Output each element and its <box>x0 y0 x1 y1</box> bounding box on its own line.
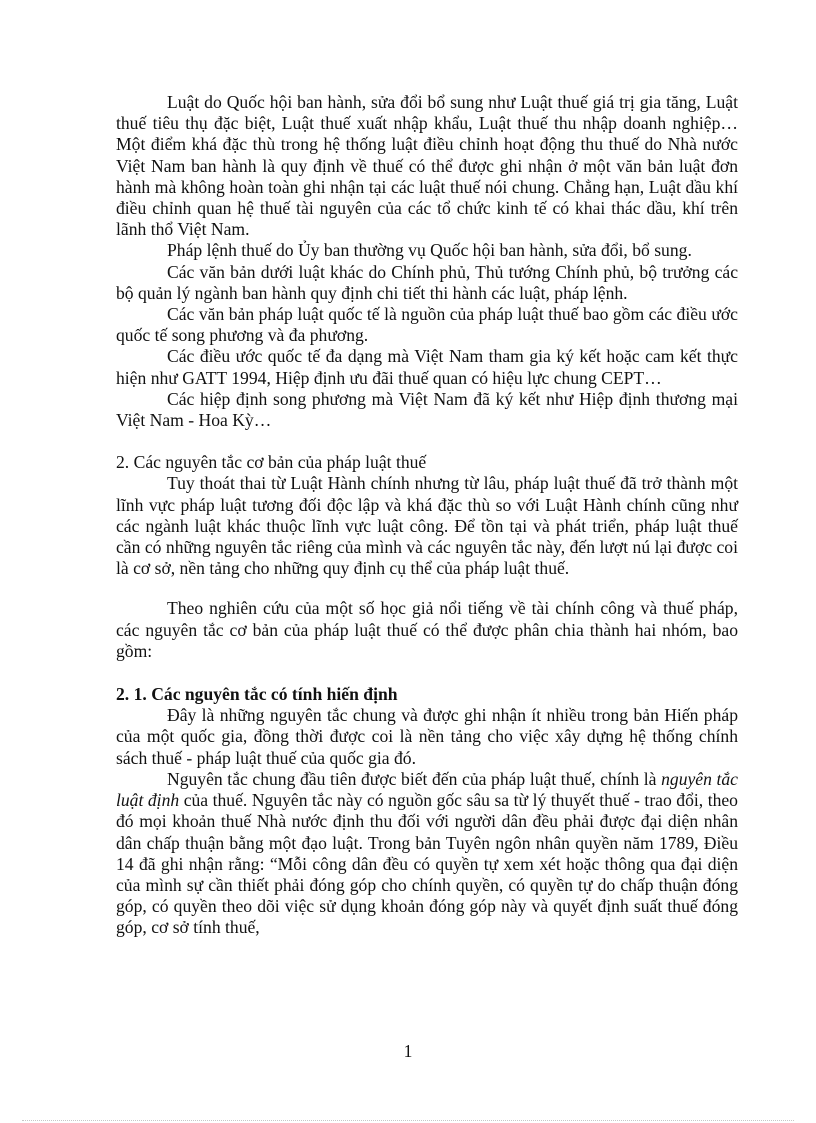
paragraph-constitutional-principles: Đây là những nguyên tắc chung và được ghi nhận ít nhiều trong bản Hiến pháp của một quốc gia, đồng thời được coi là nền tảng cho việc xây dựng hệ thống chính sách thuế - pháp luật thuế của quốc gia đó. <box>116 705 738 768</box>
subsection-heading-constitutional: 2. 1. Các nguyên tắc có tính hiến định <box>116 684 398 705</box>
page-bottom-border <box>22 1120 794 1121</box>
paragraph-bilateral-agreements: Các hiệp định song phương mà Việt Nam đã ký kết như Hiệp định thương mại Việt Nam - Hoa Kỳ… <box>116 388 738 431</box>
section-heading-principles: 2. Các nguyên tắc cơ bản của pháp luật thuế <box>116 452 427 473</box>
paragraph-sub-law-documents: Các văn bản dưới luật khác do Chính phủ, Thủ tướng Chính phủ, bộ trưởng các bộ quản lý ngành ban hành quy định chi tiết thi hành các luật, pháp lệnh. <box>116 261 738 303</box>
legality-principle-term: nguyên tắc luật định <box>116 768 738 811</box>
paragraph-two-groups: Theo nghiên cứu của một số học giả nổi tiếng về tài chính công và thuế pháp, các nguyên tắc cơ bản của pháp luật thuế có thể được phân chia thành hai nhóm, bao gồm: <box>116 598 738 661</box>
paragraph-international-law: Các văn bản pháp luật quốc tế là nguồn của pháp luật thuế bao gồm các điều ước quốc tế song phương và đa phương. <box>116 304 738 346</box>
legality-text-rest: của thuế. Nguyên tắc này có nguồn gốc sâu sa từ lý thuyết thuế - trao đổi, theo đó mọi khoản thuế Nhà nước định thu đối với người dân đều phải được đại diện nhân dân chấp thuận bằng một đạo luật. Trong bản Tuyên ngôn nhân quyền năm 1789, Điều 14 đã ghi nhận rằng: “Mỗi công dân đều có quyền tự xem xét hoặc thông qua đại diện của mình sự cần thiết phải đóng góp cho chính quyền, có quyền tự do chấp thuận đóng góp, có quyền theo dõi việc sử dụng khoản đóng góp này và quyết định suất thuế đóng góp, cơ sở tính thuế, <box>116 790 738 938</box>
legality-text-start: Nguyên tắc chung đầu tiên được biết đến của pháp luật thuế, chính là <box>167 768 657 789</box>
paragraph-treaties: Các điều ước quốc tế đa dạng mà Việt Nam tham gia ký kết hoặc cam kết thực hiện như GATT 1994, Hiệp định ưu đãi thuế quan có hiệu lực chung CEPT… <box>116 346 738 388</box>
paragraph-ordinance: Pháp lệnh thuế do Ủy ban thường vụ Quốc hội ban hành, sửa đổi, bổ sung. <box>167 240 692 261</box>
paragraph-tax-law-origin: Tuy thoát thai từ Luật Hành chính nhưng từ lâu, pháp luật thuế đã trở thành một lĩnh vực pháp luật tương đối độc lập và khá đặc thù so với Luật Hành chính cũng như các ngành luật khác thuộc lĩnh vực luật công. Để tồn tại và phát triển, pháp luật thuế cần có những nguyên tắc riêng của mình và các nguyên tắc này, đến lượt nú lại được coi là cơ sở, nền tảng cho những quy định cụ thể của pháp luật thuế. <box>116 473 738 579</box>
page-number: 1 <box>403 1041 413 1061</box>
paragraph-legality-principle <box>116 769 738 939</box>
document-page <box>116 92 738 939</box>
paragraph-law-sources: Luật do Quốc hội ban hành, sửa đổi bổ sung như Luật thuế giá trị gia tăng, Luật thuế tiêu thụ đặc biệt, Luật thuế xuất nhập khẩu, Luật thuế thu nhập doanh nghiệp… Một điểm khá đặc thù trong hệ thống luật điều chỉnh hoạt động thu thuế do Nhà nước Việt Nam ban hành là quy định về thuế có thể được ghi nhận ở một văn bản luật đơn hành mà không hoàn toàn ghi nhận tại các luật thuế nói chung. Chẳng hạn, Luật dầu khí điều chỉnh quan hệ thuế tài nguyên của các tổ chức kinh tế có khai thác dầu, khí trên lãnh thổ Việt Nam. <box>116 92 738 240</box>
